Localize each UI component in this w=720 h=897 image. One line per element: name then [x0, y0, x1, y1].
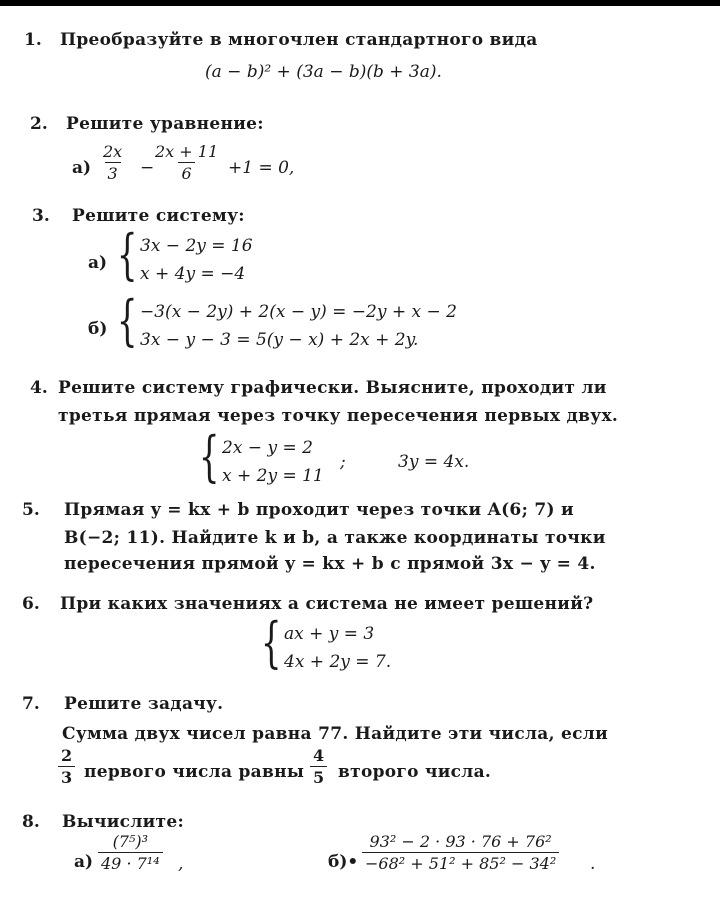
problem-8b-fraction — [362, 832, 559, 873]
problem-8b-tail: . — [590, 854, 596, 874]
problem-8-text: Вычислите: — [62, 812, 185, 832]
problem-4-line-1: Решите систему графически. Выясните, проходит ли — [58, 378, 607, 398]
problem-3a-brace: { — [116, 223, 138, 286]
problem-6-number: 6. — [22, 594, 40, 614]
problem-4-line-2: третья прямая через точку пересечения первых двух. — [58, 406, 619, 426]
problem-7-fraction-1 — [58, 746, 75, 787]
problem-8a-label: а) — [74, 852, 94, 872]
problem-7-end-text: второго числа. — [338, 762, 492, 782]
problem-4-semicolon: ; — [340, 452, 346, 472]
problem-6-equation-1: ax + y = 3 — [284, 624, 375, 644]
problem-2-text: Решите уравнение: — [66, 114, 264, 134]
fraction-2-denominator: 6 — [178, 162, 194, 183]
p7-fraction-2-numerator: 4 — [313, 746, 325, 765]
problem-4-equation-2: x + 2y = 11 — [222, 466, 324, 486]
fraction-1-numerator: 2x — [103, 142, 123, 161]
problem-3a-equation-1: 3x − 2y = 16 — [140, 236, 253, 256]
problem-7-number: 7. — [22, 694, 40, 714]
problem-1-expression: (a − b)² + (3a − b)(b + 3a). — [205, 62, 442, 82]
problem-7-middle-text: первого числа равны — [84, 762, 305, 782]
problem-3a-label: а) — [88, 253, 108, 273]
fraction-1-denominator: 3 — [105, 162, 121, 183]
problem-5-line-1: Прямая y = kx + b проходит через точки A(6; 7) и — [64, 500, 574, 520]
fraction-2-numerator: 2x + 11 — [155, 142, 219, 161]
problem-2-tail: +1 = 0, — [228, 158, 295, 178]
p8a-numerator: (7⁵)³ — [112, 832, 149, 851]
problem-6-brace: { — [260, 611, 282, 674]
problem-2-number: 2. — [30, 114, 48, 134]
worksheet-page — [0, 6, 720, 897]
p8b-denominator: −68² + 51² + 85² − 34² — [362, 852, 559, 873]
p8a-denominator: 49 · 7¹⁴ — [98, 852, 163, 873]
problem-6-text: При каких значениях a система не имеет решений? — [60, 594, 594, 614]
problem-3b-label: б) — [88, 319, 108, 339]
problem-3b-equation-1: −3(x − 2y) + 2(x − y) = −2y + x − 2 — [140, 302, 457, 322]
problem-4-equation-1: 2x − y = 2 — [222, 438, 313, 458]
problem-7-line-1: Сумма двух чисел равна 77. Найдите эти числа, если — [62, 724, 608, 744]
problem-2-fraction-2 — [152, 142, 221, 183]
problem-5-line-2: B(−2; 11). Найдите k и b, а также координаты точки — [64, 528, 606, 548]
problem-4-brace: { — [198, 425, 220, 488]
problem-8a-tail: , — [178, 854, 184, 874]
problem-8a-fraction — [98, 832, 163, 873]
problem-1-number: 1. — [24, 30, 42, 50]
problem-3-number: 3. — [32, 206, 50, 226]
p7-fraction-2-denominator: 5 — [310, 766, 327, 787]
p7-fraction-1-denominator: 3 — [58, 766, 75, 787]
problem-3a-equation-2: x + 4y = −4 — [140, 264, 246, 284]
problem-5-number: 5. — [22, 500, 40, 520]
problem-7-fraction-2 — [310, 746, 327, 787]
problem-3b-brace: { — [116, 289, 138, 352]
problem-2-fraction-1 — [100, 142, 125, 183]
problem-8b-label: б)• — [328, 852, 359, 872]
problem-8-number: 8. — [22, 812, 40, 832]
problem-1-text: Преобразуйте в многочлен стандартного вида — [60, 30, 538, 50]
problem-2-label: а) — [72, 158, 92, 178]
problem-5-line-3: пересечения прямой y = kx + b с прямой 3x − y = 4. — [64, 554, 596, 574]
problem-4-number: 4. — [30, 378, 48, 398]
p7-fraction-1-numerator: 2 — [61, 746, 73, 765]
problem-4-third-line: 3y = 4x. — [398, 452, 470, 472]
problem-2-minus: − — [140, 158, 155, 178]
problem-7-text: Решите задачу. — [64, 694, 224, 714]
p8b-numerator: 93² − 2 · 93 · 76 + 76² — [369, 832, 552, 851]
problem-3-text: Решите систему: — [72, 206, 245, 226]
problem-3b-equation-2: 3x − y − 3 = 5(y − x) + 2x + 2y. — [140, 330, 419, 350]
problem-6-equation-2: 4x + 2y = 7. — [284, 652, 392, 672]
